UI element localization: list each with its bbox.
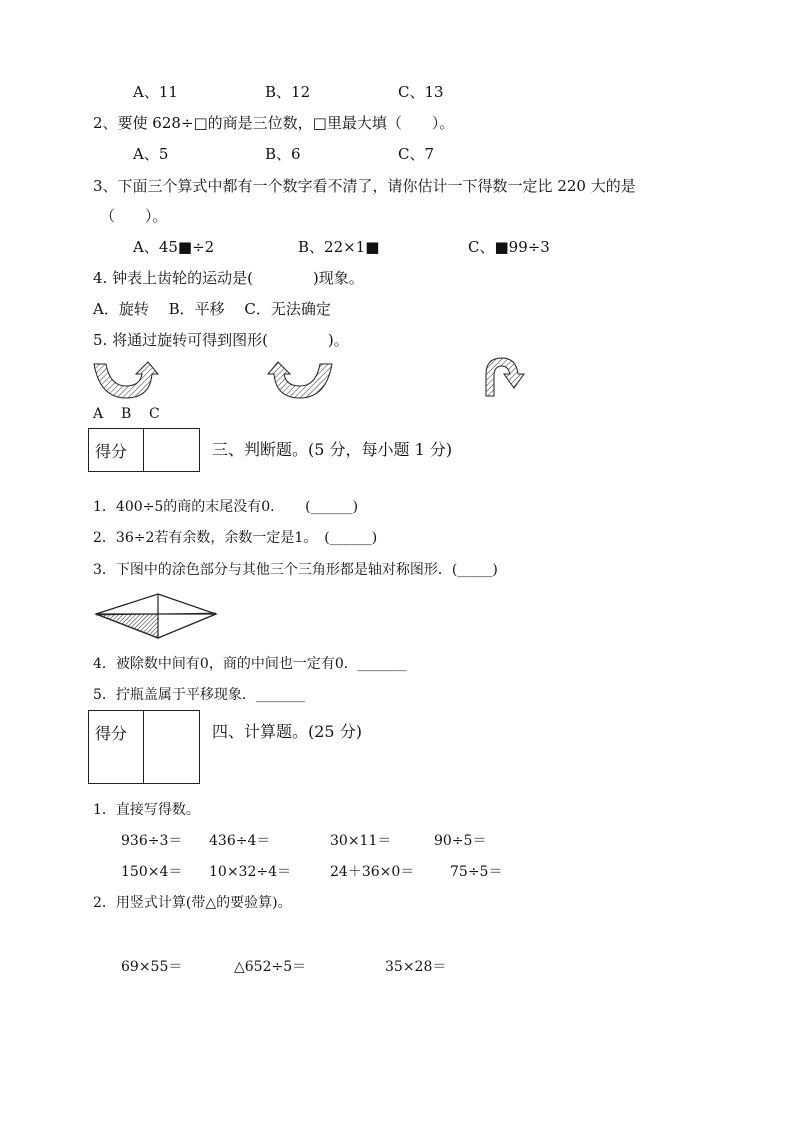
calc-r3-c1: 69×55＝ bbox=[121, 959, 183, 975]
section3-score-label-cell bbox=[89, 429, 144, 471]
q5-label-b: B bbox=[121, 406, 132, 422]
kite-triangles-figure bbox=[94, 588, 218, 642]
calc-r3-c3: 35×28＝ bbox=[385, 959, 447, 975]
section3-score-box bbox=[88, 428, 200, 472]
section3-score-label: 得分 bbox=[95, 442, 128, 461]
section4-score-label-cell bbox=[89, 711, 144, 783]
figure-a-curved-arrow-icon bbox=[92, 360, 162, 400]
judge-item-2: 2．36÷2若有余数，余数一定是1。 (______) bbox=[93, 530, 378, 546]
calc-r2-c4: 75÷5＝ bbox=[450, 864, 503, 880]
calc-r2-c2: 10×32÷4＝ bbox=[209, 864, 291, 880]
q1-option-c: C、13 bbox=[398, 83, 444, 101]
section4-score-label: 得分 bbox=[95, 724, 128, 743]
q3-stem-line1: 3、下面三个算式中都有一个数字看不清了，请你估计一下得数一定比 220 大的是 bbox=[93, 177, 636, 195]
judge-item-1: 1．400÷5的商的末尾没有0． (______) bbox=[93, 499, 359, 515]
q1-option-a: A、11 bbox=[133, 83, 178, 101]
q5-stem: 5. 将通过旋转可得到图形( )。 bbox=[93, 331, 349, 349]
calc-r2-c1: 150×4＝ bbox=[121, 864, 183, 880]
q3-stem-line2: （ ）。 bbox=[100, 207, 168, 225]
q2-stem: 2、要使 628÷□的商是三位数，□里最大填（ ）。 bbox=[93, 114, 455, 132]
q3-option-a: A、45■÷2 bbox=[133, 238, 215, 256]
judge-item-4: 4．被除数中间有0，商的中间也一定有0．_______ bbox=[93, 656, 407, 672]
calc-r1-c2: 436÷4＝ bbox=[209, 833, 271, 849]
calc-sub2: 2．用竖式计算(带△的要验算)。 bbox=[93, 895, 292, 911]
q2-option-c: C、7 bbox=[398, 145, 435, 163]
figure-c-curved-arrow-icon bbox=[482, 356, 528, 398]
section4-score-box bbox=[88, 710, 200, 784]
section3-title: 三、判断题。(5 分，每小题 1 分) bbox=[212, 440, 453, 459]
q5-label-a: A bbox=[93, 406, 104, 422]
q1-option-b: B、12 bbox=[265, 83, 311, 101]
section4-title: 四、计算题。(25 分) bbox=[212, 722, 362, 741]
q2-option-a: A、5 bbox=[133, 145, 169, 163]
judge-item-3: 3．下图中的涂色部分与其他三个三角形都是轴对称图形．(_____) bbox=[93, 562, 498, 578]
calc-r1-c1: 936÷3＝ bbox=[121, 833, 183, 849]
q3-option-c: C、■99÷3 bbox=[468, 238, 550, 256]
q4-stem: 4. 钟表上齿轮的运动是( )现象。 bbox=[93, 269, 364, 287]
q5-label-c: C bbox=[149, 406, 160, 422]
calc-r3-c2: △652÷5＝ bbox=[234, 959, 307, 975]
calc-sub1: 1．直接写得数。 bbox=[93, 802, 200, 818]
figure-b-curved-arrow-icon bbox=[264, 360, 334, 400]
calc-r2-c3: 24＋36×0＝ bbox=[330, 864, 415, 880]
judge-item-5: 5．拧瓶盖属于平移现象．_______ bbox=[93, 687, 305, 703]
calc-r1-c3: 30×11＝ bbox=[330, 833, 392, 849]
calc-r1-c4: 90÷5＝ bbox=[434, 833, 487, 849]
q3-option-b: B、22×1■ bbox=[298, 238, 380, 256]
q4-options: A．旋转 B．平移 C．无法确定 bbox=[93, 300, 331, 318]
q2-option-b: B、6 bbox=[265, 145, 301, 163]
